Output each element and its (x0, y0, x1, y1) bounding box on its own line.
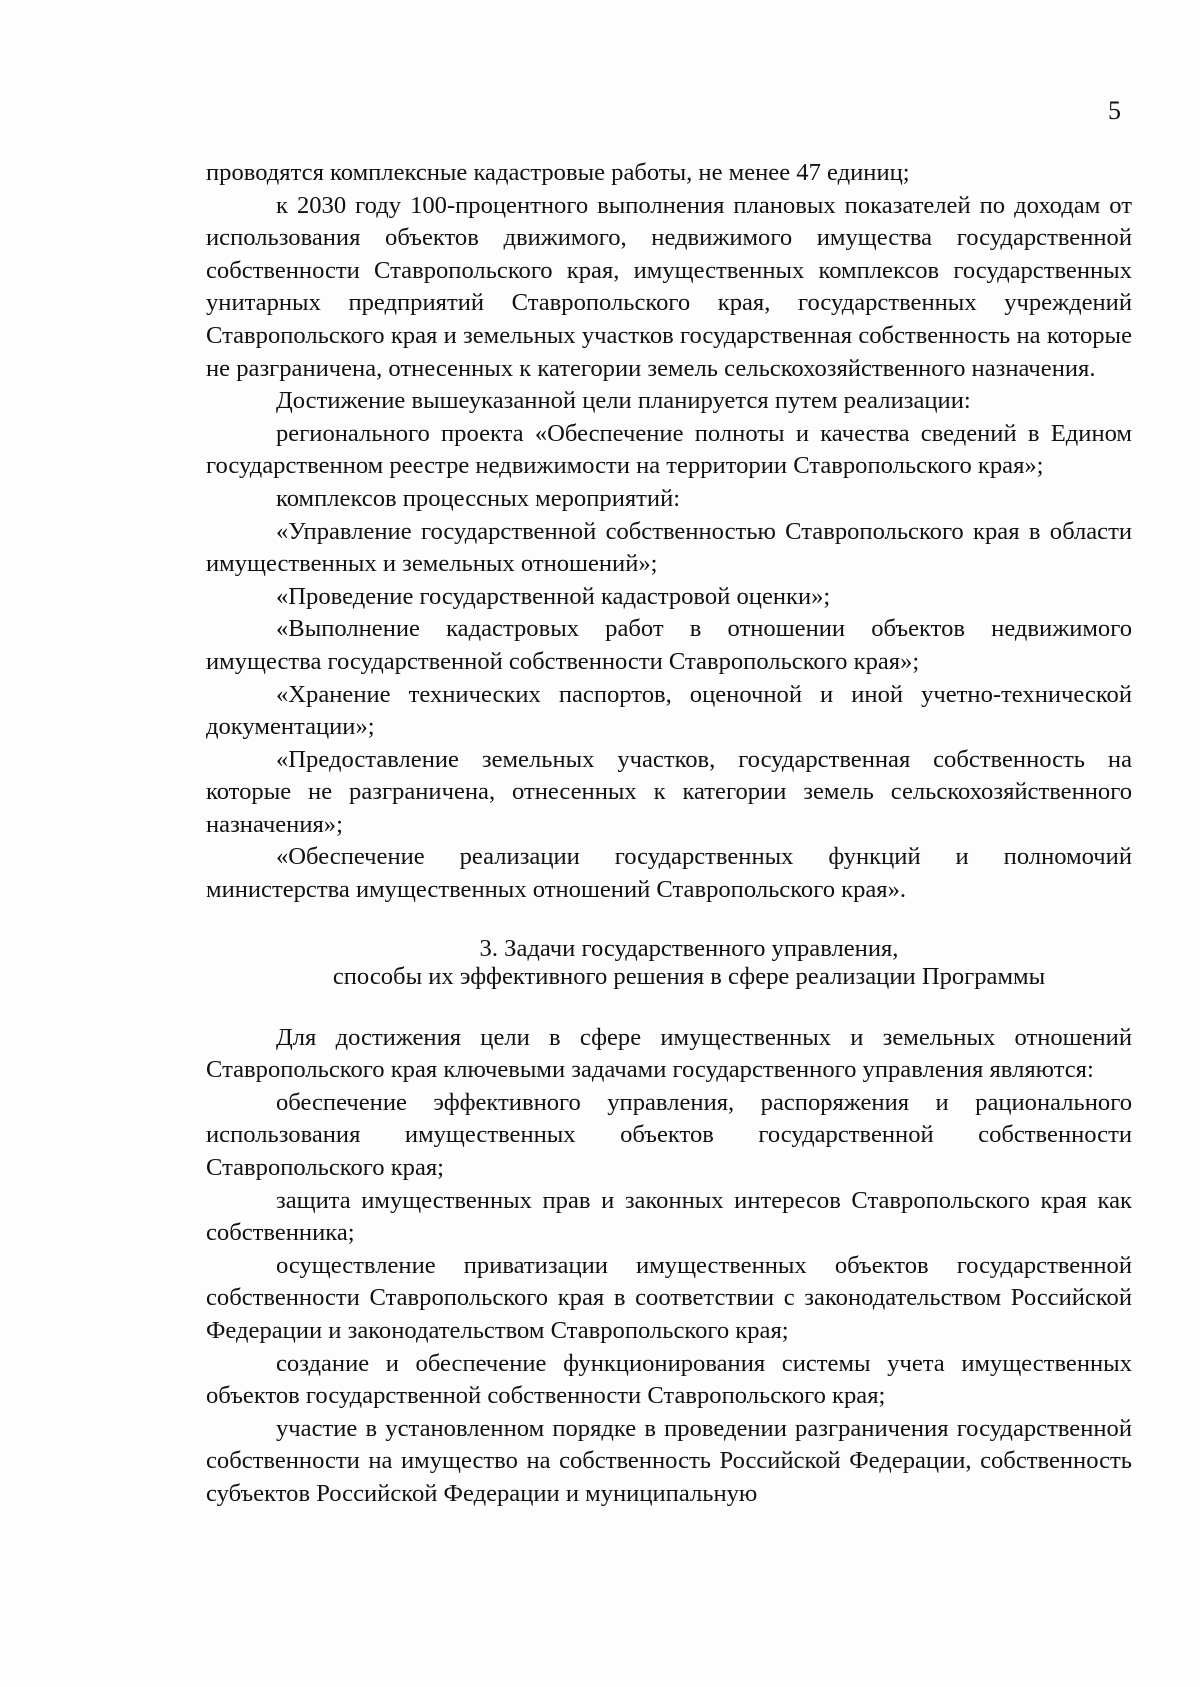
paragraph: Достижение вышеуказанной цели планируется путем реализации: (276, 387, 971, 415)
section-heading-line-2: способы их эффективного решения в сфере реализации Программы (332, 962, 1046, 990)
paragraph: регионального проекта «Обеспечение полноты и качества сведений в Едином государственном реестре недвижимости на территории Ставропольского края»; (206, 419, 1132, 480)
paragraph: «Предоставление земельных участков, государственная собственность на которые не разграничена, отнесенных к категории земель сельскохозяйственного назначения»; (206, 745, 1132, 838)
paragraph: «Проведение государственной кадастровой оценки»; (276, 582, 831, 610)
paragraph: «Хранение технических паспортов, оценочной и иной учетно-технической документации»; (206, 680, 1132, 741)
document-body (206, 157, 1132, 1511)
paragraph: обеспечение эффективного управления, распоряжения и рационального использования имущественных объектов государственной собственности Ставропольского края; (206, 1088, 1132, 1182)
paragraph: создание и обеспечение функционирования системы учета имущественных объектов государственной собственности Ставропольского края; (206, 1349, 1132, 1410)
paragraph: осуществление приватизации имущественных объектов государственной собственности Ставропольского края в соответствии с законодательством Российской Федерации и законодательством Ставропольского края; (206, 1251, 1132, 1344)
paragraph: участие в установленном порядке в проведении разграничения государственной собственности на имущество на собственность Российской Федерации, собственность субъектов Российской Федерации и муниципальную (206, 1414, 1132, 1507)
paragraph: к 2030 году 100-процентного выполнения плановых показателей по доходам от использования объектов движимого, недвижимого имущества государственной собственности Ставропольского края, имущественных комплексов государственных унитарных предприятий Ставропольского края, государственных учреждений Ставропольского края и земельных участков государственная собственность на которые не разграничена, отнесенных к категории земель сельскохозяйственного назначения. (206, 191, 1132, 382)
paragraph: «Обеспечение реализации государственных функций и полномочий министерства имущественных отношений Ставропольского края». (206, 843, 1132, 904)
paragraph: проводятся комплексные кадастровые работы, не менее 47 единиц; (206, 159, 910, 186)
page-number: 5 (1108, 96, 1121, 125)
paragraph: «Управление государственной собственностью Ставропольского края в области имущественных и земельных отношений»; (206, 517, 1132, 578)
paragraph: Для достижения цели в сфере имущественных и земельных отношений Ставропольского края ключевыми задачами государственного управления являются: (206, 1023, 1132, 1084)
paragraph: защита имущественных прав и законных интересов Ставропольского края как собственника; (206, 1186, 1132, 1247)
paragraph: комплексов процессных мероприятий: (276, 484, 681, 512)
section-heading-line-1: 3. Задачи государственного управления, (479, 934, 899, 962)
section-heading (206, 935, 1132, 991)
paragraph: «Выполнение кадастровых работ в отношении объектов недвижимого имущества государственной собственности Ставропольского края»; (206, 615, 1132, 675)
